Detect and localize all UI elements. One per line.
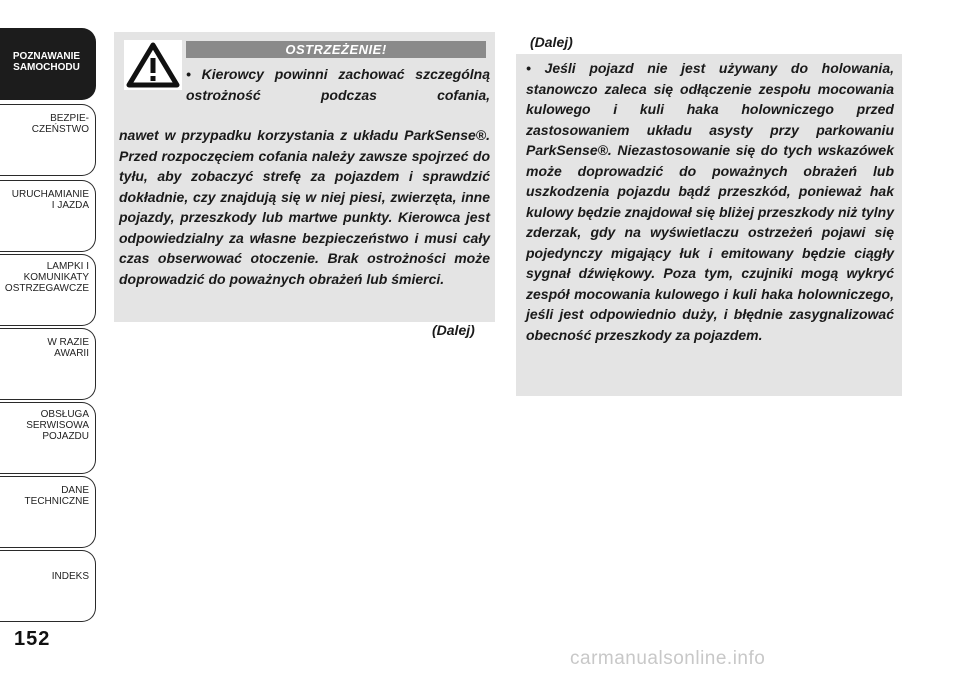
warning-continuation-box	[516, 54, 902, 396]
watermark: carmanualsonline.info	[570, 648, 766, 669]
tab-poznawanie-samochodu[interactable]: POZNAWANIE SAMOCHODU	[0, 28, 96, 100]
warning-triangle-icon	[124, 40, 182, 90]
tab-bezpieczenstwo[interactable]: BEZPIE- CZEŃSTWO	[0, 104, 96, 176]
warning-continuation-text: • Jeśli pojazd nie jest używany do holowania, stanowczo zaleca się odłączenie zespołu mocowania kulowego i kuli haka holowniczego przed zastosowaniem układu asysty przy parkowaniu ParkSense®. Niezastosowanie się do tych wskazówek może doprowadzić do poważnych obrażeń lub uszkodzenia pojazdu bądź przeszkód, ponieważ hak kulowy będzie znajdował się bliżej przeszkody niż tylny zderzak, gdy na wyświetlaczu ostrzeżeń pojawi się pojedynczy migający łuk i emitowany będzie ciągły sygnał dźwiękowy. Poza tym, czujniki mogą wykryć zespół mocowania kulowego i kuli haka holowniczego, jeśli jest odpowiednio duży, i błędnie zasygnalizować obecność przeszkody za pojazdem.	[526, 60, 894, 343]
warning-header: OSTRZEŻENIE!	[186, 41, 486, 58]
tab-indeks[interactable]: INDEKS	[0, 550, 96, 622]
tab-obsluga-serwisowa[interactable]: OBSŁUGA SERWISOWA POJAZDU	[0, 402, 96, 474]
tab-w-razie-awarii[interactable]: W RAZIE AWARII	[0, 328, 96, 400]
continued-label-left: (Dalej)	[432, 322, 475, 338]
continued-header-right: (Dalej)	[530, 34, 573, 50]
warning-box	[114, 32, 495, 322]
warning-text-body: nawet w przypadku korzystania z układu ParkSense®. Przed rozpoczęciem cofania należy zawsze spojrzeć do tyłu, aby zobaczyć strefę za pojazdem i sprawdzić dokładnie, czy znajdują się w niej piesi, zwierzęta, inne pojazdy, przeszkody lub martwe punkty. Kierowca jest odpowiedzialny za własne bezpieczeństwo i musi cały czas obserwować otoczenie. Brak ostrożności może doprowadzić do poważnych obrażeń lub śmierci.	[119, 127, 490, 287]
page-number: 152	[14, 628, 51, 650]
warning-text-intro: • Kierowcy powinni zachować szczególną ostrożność podczas cofania,	[186, 66, 490, 103]
tab-uruchamianie-i-jazda[interactable]: URUCHAMIANIE I JAZDA	[0, 180, 96, 252]
tab-lampki-komunikaty[interactable]: LAMPKI I KOMUNIKATY OSTRZEGAWCZE	[0, 254, 96, 326]
tab-dane-techniczne[interactable]: DANE TECHNICZNE	[0, 476, 96, 548]
